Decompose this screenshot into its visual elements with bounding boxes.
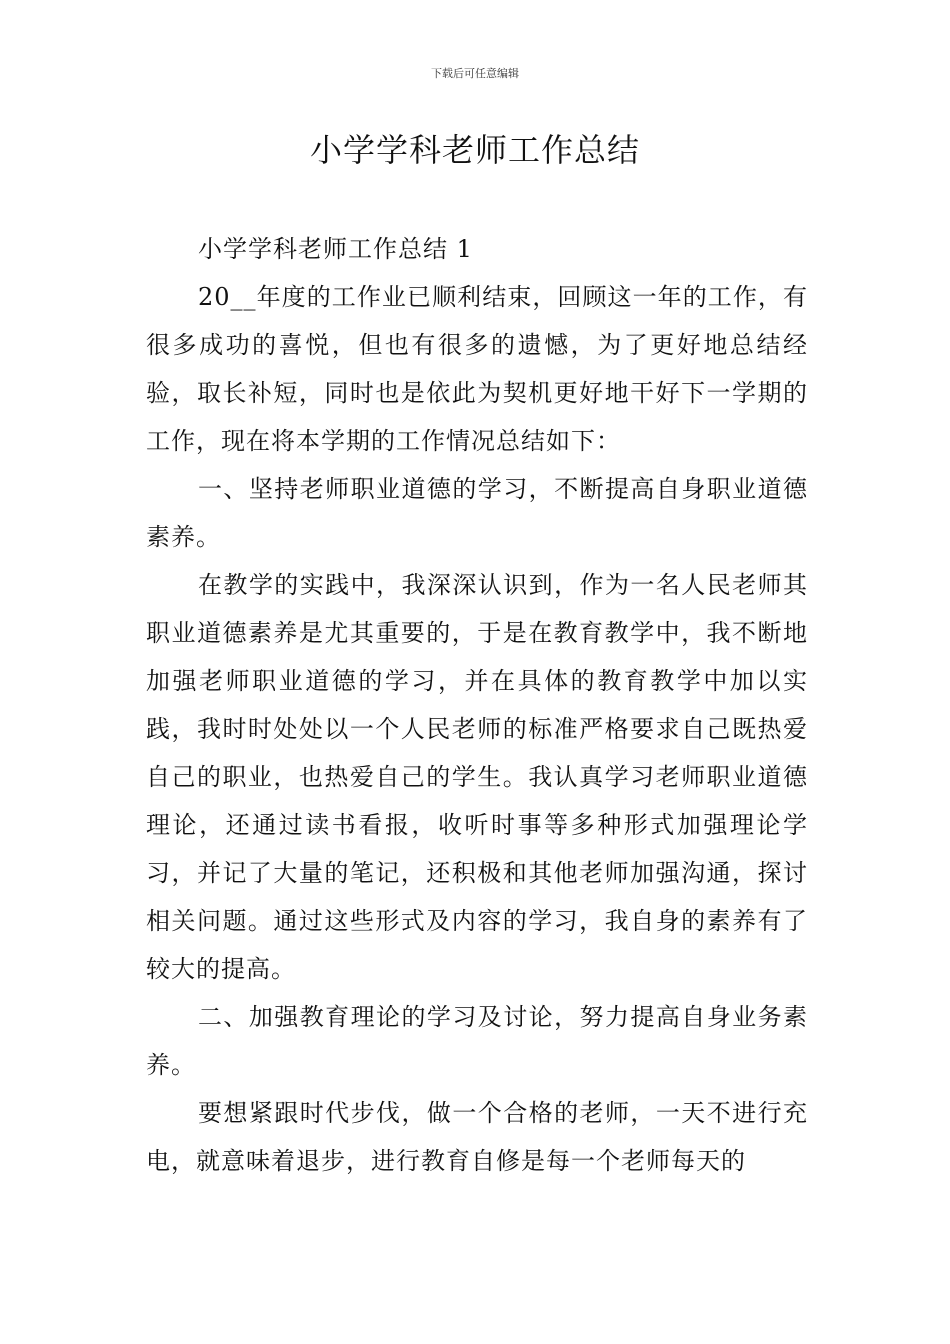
document-body [146,225,808,1185]
paragraph-ethics: 在教学的实践中，我深深认识到，作为一名人民老师其职业道德素养是尤其重要的，于是在教育教学中，我不断地加强老师职业道德的学习，并在具体的教育教学中加以实践，我时时处处以一个人民老师的标准严格要求自己既热爱自己的职业，也热爱自己的学生。我认真学习老师职业道德理论，还通过读书看报，收听时事等多种形式加强理论学习，并记了大量的笔记，还积极和其他老师加强沟通，探讨相关问题。通过这些形式及内容的学习，我自身的素养有了较大的提高。 [146,571,808,983]
header-note: 下载后可任意编辑 [431,67,519,80]
section-heading-2: 二、加强教育理论的学习及讨论，努力提高自身业务素养。 [146,1003,808,1079]
section-subtitle: 小学学科老师工作总结 1 [198,235,473,263]
paragraph-intro: 20__年度的工作业已顺利结束，回顾这一年的工作，有很多成功的喜悦，但也有很多的遗憾，为了更好地总结经验，取长补短，同时也是依此为契机更好地干好下一学期的工作，现在将本学期的工作情况总结如下： [146,283,808,455]
section-heading-1: 一、坚持老师职业道德的学习，不断提高自身职业道德素养。 [146,475,808,551]
paragraph-self-study: 要想紧跟时代步伐，做一个合格的老师，一天不进行充电，就意味着退步，进行教育自修是每一个老师每天的 [146,1099,808,1175]
document-title: 小学学科老师工作总结 [309,131,640,169]
